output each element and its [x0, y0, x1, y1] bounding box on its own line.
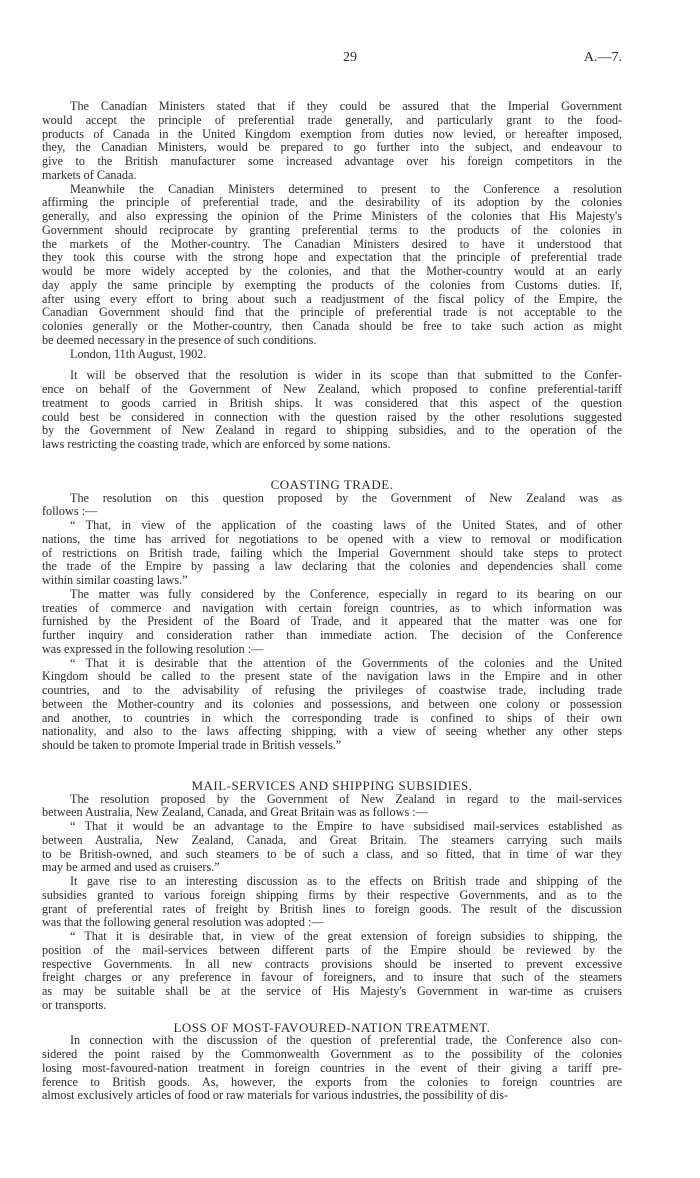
text-line: of restrictions on British trade, failing which the Imperial Government should take steps to protect — [42, 545, 622, 560]
text-line: should be taken to promote Imperial trade in British vessels.” — [42, 738, 342, 752]
text-line: The Canadian Ministers stated that if they could be assured that the Imperial Government — [70, 99, 622, 113]
text-line: was expressed in the following resolution :— — [42, 641, 264, 656]
text-line: day apply the same principle by exempting the products of the colonies from Customs duties. If, — [42, 277, 622, 292]
text-line: markets of Canada. — [42, 167, 137, 182]
text-line: “ That it would be an advantage to the Empire to have subsidised mail-services established as — [70, 819, 622, 833]
text-line: between Australia, New Zealand, Canada, and Great Britain. The steamers carrying such mails — [42, 832, 622, 847]
text-line: subsidies granted to various foreign shipping firms by their respective Governments, and as to the — [42, 887, 622, 902]
text-line: to be British-owned, and such steamers to be of such a class, and so fitted, that in time of war they — [42, 846, 622, 861]
text-line: as may be suitable shall be at the service of His Majesty's Government in war-time as cruisers — [42, 984, 622, 998]
section-heading: MAIL-SERVICES AND SHIPPING SUBSIDIES. — [191, 777, 473, 793]
text-line: nationality, and also to the laws affecting shipping, with a view of seeing whether any other steps — [42, 724, 622, 739]
text-line: ference to British goods. As, however, the exports from the colonies to foreign countries are — [42, 1074, 622, 1089]
text-line: may be armed and used as cruisers.” — [42, 860, 220, 875]
paragraph — [42, 657, 622, 753]
paragraph — [42, 875, 622, 930]
spacer — [42, 753, 622, 779]
document-body — [42, 100, 622, 1103]
text-line: affirming the principle of preferential trade, and the desirability of its adoption by the colonies — [42, 195, 622, 210]
spacer — [42, 452, 622, 478]
text-line: position of the mail-services between different parts of the Empire should be reviewed by the — [42, 942, 622, 957]
document-reference: A.—7. — [583, 50, 622, 65]
paragraph — [42, 369, 622, 452]
text-line: The matter was fully considered by the Conference, especially in regard to its bearing on our — [70, 586, 622, 601]
text-line: would accept the principle of preferential trade generally, and particularly grant to the food- — [42, 112, 622, 127]
text-line: furnished by the President of the Board of Trade, and it appeared that the matter was one for — [42, 614, 622, 629]
paragraph — [42, 100, 622, 183]
text-line: Kingdom should be called to the present state of the navigation laws in the Empire and in other — [42, 669, 622, 684]
section-heading: LOSS OF MOST-FAVOURED-NATION TREATMENT. — [173, 1019, 491, 1035]
text-line: “ That it is desirable that, in view of the great extension of foreign subsidies to shipping, the — [70, 929, 622, 943]
text-line: colonies generally or the Mother-country, then Canada should be free to take such action as might — [42, 319, 622, 333]
text-line: ence on behalf of the Government of New Zealand, which proposed to confine preferential-tariff — [42, 382, 622, 396]
text-line: generally, and also expressing the opinion of the Prime Ministers of the colonies that His Majesty's — [42, 209, 622, 223]
text-line: treaties of commerce and navigation with certain foreign countries, as to which information was — [42, 600, 622, 615]
text-line: or transports. — [42, 997, 107, 1012]
text-line: give to the British manufacturer some increased advantage over his foreign competitors in the — [42, 154, 622, 168]
text-line: The resolution proposed by the Government of New Zealand in regard to the mail-services — [70, 791, 622, 806]
text-line: the markets of the Mother-country. The Canadian Ministers desired to have it understood that — [42, 236, 622, 251]
text-line: by the Government of New Zealand in regard to shipping subsidies, and to the operation of the — [42, 423, 622, 438]
paragraph — [42, 183, 622, 348]
text-line: almost exclusively articles of food or raw materials for various industries, the possibility of dis- — [42, 1088, 509, 1103]
paragraph — [42, 492, 622, 520]
text-line: losing most-favoured-nation treatment in foreign countries in the event of their giving a tariff pre- — [42, 1060, 622, 1075]
paragraph — [42, 348, 622, 362]
text-line: the trade of the Empire by passing a law declaring that the colonies and dependencies shall come — [42, 559, 622, 574]
text-line: be deemed necessary in the presence of such conditions. — [42, 332, 317, 347]
text-line: within similar coasting laws.” — [42, 573, 188, 587]
paragraph — [42, 1034, 622, 1103]
text-line: they took this course with the strong hope and expectation that the principle of preferential trade — [42, 250, 622, 265]
text-line: grant of preferential rates of freight by British lines to foreign goods. The result of the discussion — [42, 901, 622, 916]
text-line: treatment to goods carried in British ships. It was considered that this aspect of the question — [42, 395, 622, 410]
paragraph — [42, 930, 622, 1013]
text-line: It will be observed that the resolution is wider in its scope than that submitted to the Confer- — [70, 368, 622, 383]
text-line: would be more widely accepted by the colonies, and that the Mother-country would at an early — [42, 264, 622, 278]
text-line: nations, the time has arrived for negotiations to be opened with a view to removal or modification — [42, 531, 622, 546]
text-line: freight charges or any preference in favour of foreigners, and to insure that such of the steamers — [42, 970, 622, 985]
text-line: laws restricting the coasting trade, which are enforced by some nations. — [42, 437, 391, 451]
text-line: sidered the point raised by the Commonwealth Government as to the possibility of the colonies — [42, 1047, 622, 1061]
text-line: and another, to countries in which the corresponding trade is confined to ships of their own — [42, 710, 622, 725]
text-line: products of Canada in the United Kingdom exemption from duties now levied, or hereafter imposed, — [42, 126, 622, 141]
text-line: It gave rise to an interesting discussion as to the effects on British trade and shipping of the — [70, 874, 622, 888]
text-line: “ That, in view of the application of the coasting laws of the United States, and of other — [70, 518, 622, 532]
paragraph — [42, 820, 622, 875]
text-line: respective Governments. In all new contracts provisions should be inserted to prevent excessive — [42, 956, 622, 971]
text-line: The resolution on this question proposed by the Government of New Zealand was as — [70, 490, 622, 505]
paragraph — [42, 793, 622, 821]
text-line: London, 11th August, 1902. — [70, 346, 207, 361]
paragraph — [42, 588, 622, 657]
text-line: follows :— — [42, 504, 98, 519]
text-line: after using every effort to bring about such a readjustment of the fiscal policy of the Empire, the — [42, 291, 622, 306]
text-line: countries, and to the advisability of refusing the privileges of coastwise trade, including trade — [42, 683, 622, 697]
paragraph — [42, 519, 622, 588]
text-line: they, the Canadian Ministers, would be prepared to go further into the subject, and endeavour to — [42, 140, 622, 155]
text-line: further inquiry and consideration rather than immediate action. The decision of the Conference — [42, 628, 622, 642]
section-heading: COASTING TRADE. — [270, 476, 394, 492]
text-line: between the Mother-country and its colonies and possessions, and between one colony or possession — [42, 696, 622, 711]
text-line: “ That it is desirable that the attention of the Governments of the colonies and the United — [70, 655, 622, 670]
text-line: Meanwhile the Canadian Ministers determined to present to the Conference a resolution — [70, 181, 622, 196]
text-line: In connection with the discussion of the question of preferential trade, the Conference also con- — [70, 1033, 622, 1048]
text-line: was that the following general resolution was adopted :— — [42, 915, 324, 930]
text-line: could best be considered in connection with the question raised by the other resolutions suggested — [42, 409, 622, 424]
text-line: Government should reciprocate by granting preferential terms to the products of the colonies in — [42, 222, 622, 237]
page-number: 29 — [343, 50, 357, 65]
text-line: Canadian Government should find that the principle of preferential trade is not acceptable to the — [42, 305, 622, 320]
text-line: between Australia, New Zealand, Canada, and Great Britain was as follows :— — [42, 805, 428, 820]
